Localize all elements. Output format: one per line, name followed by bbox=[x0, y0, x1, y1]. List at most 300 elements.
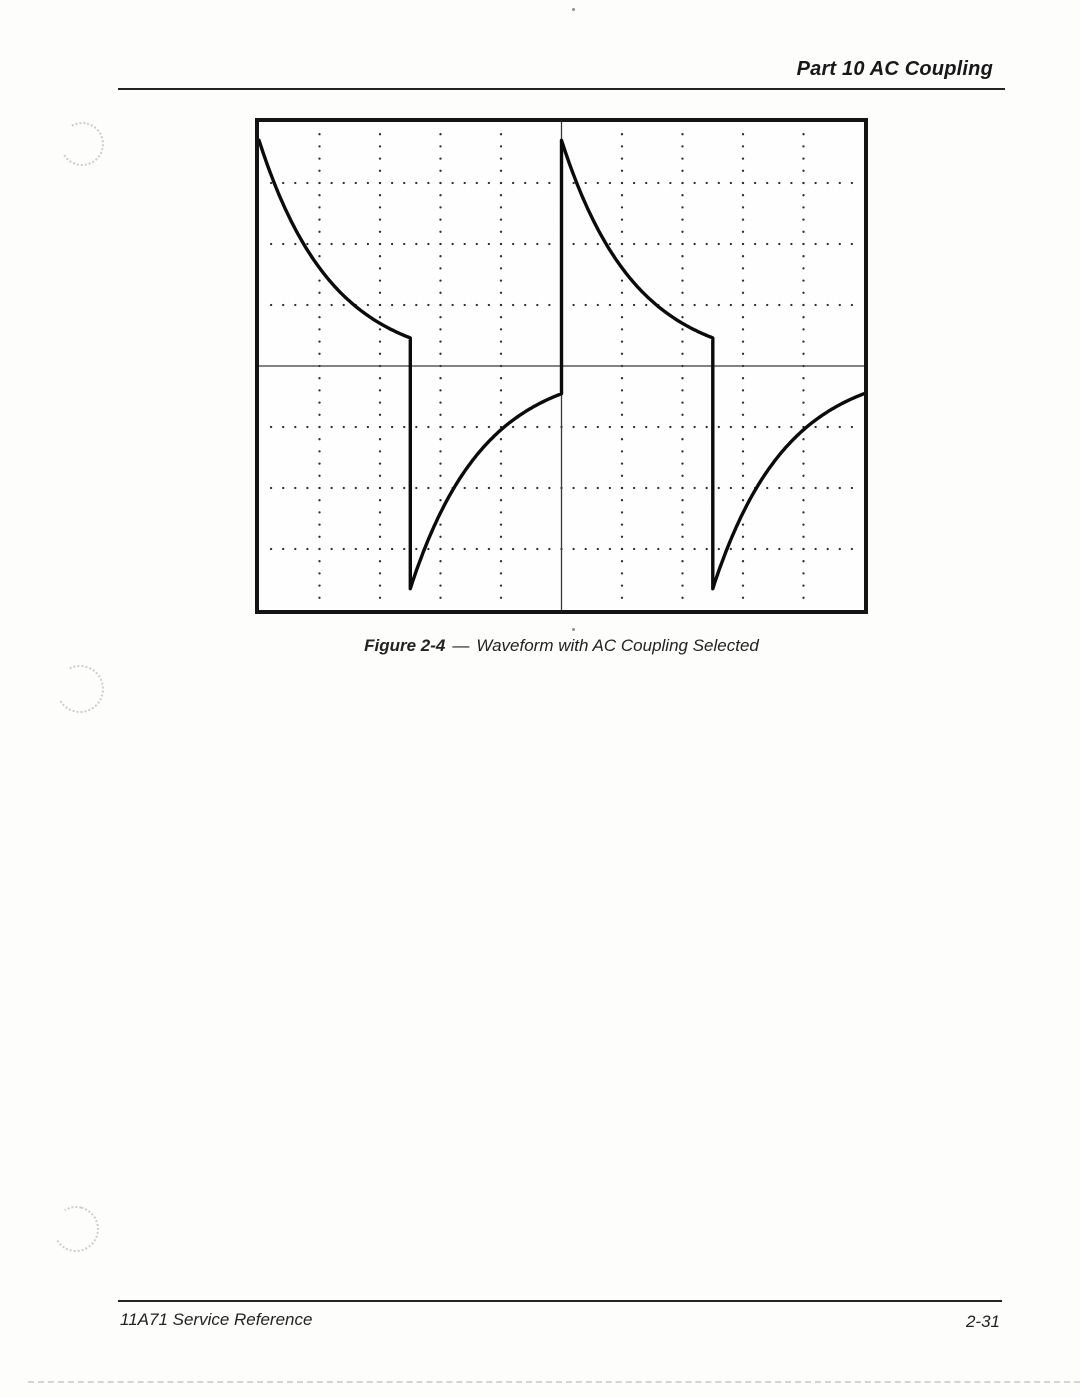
graticule-dot bbox=[742, 377, 744, 379]
graticule-dot bbox=[427, 304, 429, 306]
graticule-dot bbox=[839, 426, 841, 428]
graticule-dot bbox=[633, 243, 635, 245]
graticule-dot bbox=[621, 401, 623, 403]
graticule-dot bbox=[270, 243, 272, 245]
graticule-dot bbox=[500, 414, 502, 416]
graticule-dot bbox=[379, 450, 381, 452]
graticule-dot bbox=[439, 157, 441, 159]
graticule-dot bbox=[391, 548, 393, 550]
graticule-dot bbox=[439, 523, 441, 525]
graticule-dot bbox=[318, 182, 320, 184]
graticule-dot bbox=[802, 462, 804, 464]
graticule-dot bbox=[330, 304, 332, 306]
graticule-dot bbox=[318, 450, 320, 452]
graticule-dot bbox=[851, 426, 853, 428]
graticule-dot bbox=[802, 584, 804, 586]
graticule-dot bbox=[439, 414, 441, 416]
graticule-dot bbox=[379, 377, 381, 379]
graticule-dot bbox=[427, 243, 429, 245]
graticule-dot bbox=[512, 548, 514, 550]
footer-rule bbox=[118, 1300, 1002, 1302]
graticule-dot bbox=[318, 304, 320, 306]
graticule-dot bbox=[766, 487, 768, 489]
graticule-dot bbox=[318, 145, 320, 147]
graticule-dot bbox=[536, 304, 538, 306]
graticule-dot bbox=[367, 548, 369, 550]
graticule-dot bbox=[802, 536, 804, 538]
graticule-dot bbox=[524, 243, 526, 245]
graticule-dot bbox=[827, 548, 829, 550]
graticule-dot bbox=[330, 487, 332, 489]
graticule-dot bbox=[681, 487, 683, 489]
graticule-dot bbox=[657, 426, 659, 428]
graticule-dot bbox=[282, 182, 284, 184]
graticule-dot bbox=[500, 206, 502, 208]
graticule-dot bbox=[790, 548, 792, 550]
graticule-dot bbox=[500, 511, 502, 513]
graticule-dot bbox=[742, 316, 744, 318]
graticule-dot bbox=[754, 548, 756, 550]
graticule-dot bbox=[488, 487, 490, 489]
graticule-dot bbox=[415, 487, 417, 489]
graticule-dot bbox=[548, 548, 550, 550]
graticule-dot bbox=[802, 438, 804, 440]
graticule-dot bbox=[621, 462, 623, 464]
graticule-dot bbox=[379, 499, 381, 501]
graticule-dot bbox=[500, 572, 502, 574]
graticule-dot bbox=[742, 170, 744, 172]
graticule-dot bbox=[802, 597, 804, 599]
graticule-dot bbox=[500, 475, 502, 477]
graticule-dot bbox=[621, 584, 623, 586]
graticule-dot bbox=[742, 206, 744, 208]
graticule-dot bbox=[778, 243, 780, 245]
graticule-dot bbox=[681, 133, 683, 135]
graticule-dot bbox=[621, 499, 623, 501]
scan-speck bbox=[572, 628, 575, 631]
binder-hole-artifact bbox=[55, 117, 108, 170]
graticule-dot bbox=[802, 328, 804, 330]
graticule-dot bbox=[597, 304, 599, 306]
graticule-dot bbox=[379, 560, 381, 562]
graticule-dot bbox=[754, 182, 756, 184]
graticule-dot bbox=[379, 170, 381, 172]
graticule-dot bbox=[524, 548, 526, 550]
graticule-dot bbox=[681, 584, 683, 586]
graticule-dot bbox=[645, 548, 647, 550]
graticule-dot bbox=[439, 548, 441, 550]
graticule-dot bbox=[439, 426, 441, 428]
graticule-dot bbox=[270, 182, 272, 184]
graticule-dot bbox=[294, 487, 296, 489]
graticule-dot bbox=[318, 414, 320, 416]
graticule-dot bbox=[609, 487, 611, 489]
graticule-dot bbox=[572, 426, 574, 428]
graticule-dot bbox=[742, 450, 744, 452]
graticule-dot bbox=[814, 426, 816, 428]
graticule-dot bbox=[270, 304, 272, 306]
graticule-dot bbox=[681, 267, 683, 269]
graticule-dot bbox=[693, 304, 695, 306]
graticule-dot bbox=[403, 243, 405, 245]
graticule-dot bbox=[464, 243, 466, 245]
graticule-dot bbox=[827, 304, 829, 306]
graticule-dot bbox=[681, 255, 683, 257]
graticule-dot bbox=[476, 487, 478, 489]
graticule-dot bbox=[742, 292, 744, 294]
graticule-dot bbox=[439, 499, 441, 501]
graticule-dot bbox=[282, 548, 284, 550]
graticule-dot bbox=[500, 292, 502, 294]
graticule-dot bbox=[379, 145, 381, 147]
graticule-dot bbox=[367, 426, 369, 428]
graticule-dot bbox=[681, 523, 683, 525]
graticule-dot bbox=[355, 426, 357, 428]
graticule-dot bbox=[669, 304, 671, 306]
graticule-dot bbox=[379, 401, 381, 403]
graticule-dot bbox=[306, 304, 308, 306]
graticule-dot bbox=[681, 231, 683, 233]
graticule-dot bbox=[633, 426, 635, 428]
graticule-dot bbox=[488, 304, 490, 306]
graticule-dot bbox=[621, 548, 623, 550]
graticule-dot bbox=[464, 426, 466, 428]
graticule-dot bbox=[439, 206, 441, 208]
graticule-dot bbox=[439, 194, 441, 196]
graticule-dot bbox=[802, 548, 804, 550]
graticule-dot bbox=[572, 243, 574, 245]
graticule-dot bbox=[621, 523, 623, 525]
graticule-dot bbox=[621, 206, 623, 208]
graticule-dot bbox=[681, 292, 683, 294]
graticule-dot bbox=[379, 218, 381, 220]
graticule-dot bbox=[681, 475, 683, 477]
oscilloscope-figure bbox=[255, 118, 868, 614]
graticule-dot bbox=[802, 182, 804, 184]
graticule-dot bbox=[851, 304, 853, 306]
graticule-dot bbox=[742, 255, 744, 257]
graticule-dot bbox=[415, 426, 417, 428]
graticule-dot bbox=[355, 548, 357, 550]
graticule-dot bbox=[439, 133, 441, 135]
graticule-dot bbox=[802, 255, 804, 257]
graticule-dot bbox=[597, 487, 599, 489]
graticule-dot bbox=[742, 572, 744, 574]
graticule-dot bbox=[597, 243, 599, 245]
graticule-dot bbox=[306, 243, 308, 245]
graticule-dot bbox=[318, 511, 320, 513]
graticule-dot bbox=[609, 426, 611, 428]
graticule-dot bbox=[778, 548, 780, 550]
graticule-dot bbox=[754, 243, 756, 245]
graticule-dot bbox=[585, 243, 587, 245]
graticule-dot bbox=[802, 414, 804, 416]
graticule-dot bbox=[367, 182, 369, 184]
graticule-dot bbox=[681, 279, 683, 281]
graticule-dot bbox=[379, 414, 381, 416]
graticule-dot bbox=[681, 328, 683, 330]
graticule-dot bbox=[754, 304, 756, 306]
graticule-dot bbox=[500, 194, 502, 196]
graticule-dot bbox=[391, 487, 393, 489]
graticule-dot bbox=[439, 462, 441, 464]
graticule-dot bbox=[742, 438, 744, 440]
graticule-dot bbox=[379, 279, 381, 281]
graticule-dot bbox=[439, 475, 441, 477]
graticule-dot bbox=[657, 243, 659, 245]
graticule-dot bbox=[681, 316, 683, 318]
graticule-dot bbox=[524, 487, 526, 489]
graticule-dot bbox=[512, 182, 514, 184]
graticule-dot bbox=[318, 597, 320, 599]
graticule-dot bbox=[439, 584, 441, 586]
graticule-dot bbox=[572, 548, 574, 550]
binder-hole-artifact bbox=[48, 1201, 104, 1257]
graticule-dot bbox=[621, 328, 623, 330]
graticule-dot bbox=[645, 304, 647, 306]
graticule-dot bbox=[379, 511, 381, 513]
graticule-dot bbox=[742, 304, 744, 306]
graticule-dot bbox=[439, 304, 441, 306]
graticule-dot bbox=[681, 340, 683, 342]
graticule-dot bbox=[379, 304, 381, 306]
graticule-dot bbox=[403, 487, 405, 489]
graticule-dot bbox=[802, 316, 804, 318]
graticule-dot bbox=[379, 328, 381, 330]
graticule-dot bbox=[754, 426, 756, 428]
graticule-dot bbox=[379, 267, 381, 269]
graticule-dot bbox=[318, 523, 320, 525]
graticule-dot bbox=[609, 182, 611, 184]
binder-hole-artifact bbox=[51, 660, 109, 718]
graticule-dot bbox=[790, 182, 792, 184]
graticule-dot bbox=[802, 145, 804, 147]
graticule-dot bbox=[318, 340, 320, 342]
graticule-dot bbox=[318, 475, 320, 477]
graticule-dot bbox=[343, 426, 345, 428]
graticule-dot bbox=[439, 353, 441, 355]
graticule-dot bbox=[621, 304, 623, 306]
graticule-dot bbox=[802, 340, 804, 342]
graticule-dot bbox=[657, 548, 659, 550]
graticule-dot bbox=[597, 426, 599, 428]
graticule-dot bbox=[500, 255, 502, 257]
graticule-dot bbox=[742, 231, 744, 233]
graticule-dot bbox=[548, 182, 550, 184]
graticule-dot bbox=[318, 584, 320, 586]
graticule-dot bbox=[802, 206, 804, 208]
page-header-title: Part 10 AC Coupling bbox=[796, 58, 993, 80]
graticule-dot bbox=[306, 426, 308, 428]
graticule-dot bbox=[548, 487, 550, 489]
graticule-dot bbox=[488, 426, 490, 428]
graticule-dot bbox=[379, 243, 381, 245]
graticule-dot bbox=[778, 304, 780, 306]
graticule-dot bbox=[343, 548, 345, 550]
graticule-dot bbox=[839, 548, 841, 550]
graticule-dot bbox=[645, 182, 647, 184]
graticule-dot bbox=[379, 548, 381, 550]
graticule-dot bbox=[742, 353, 744, 355]
graticule-dot bbox=[669, 426, 671, 428]
graticule-dot bbox=[621, 194, 623, 196]
graticule-dot bbox=[415, 243, 417, 245]
graticule-dot bbox=[693, 548, 695, 550]
graticule-dot bbox=[621, 157, 623, 159]
graticule-dot bbox=[621, 182, 623, 184]
graticule-dot bbox=[415, 304, 417, 306]
graticule-dot bbox=[621, 597, 623, 599]
graticule-dot bbox=[318, 218, 320, 220]
graticule-dot bbox=[742, 584, 744, 586]
graticule-dot bbox=[839, 182, 841, 184]
graticule-dot bbox=[318, 316, 320, 318]
graticule-dot bbox=[439, 487, 441, 489]
graticule-dot bbox=[306, 182, 308, 184]
graticule-dot bbox=[802, 377, 804, 379]
graticule-dot bbox=[524, 426, 526, 428]
graticule-dot bbox=[742, 389, 744, 391]
graticule-dot bbox=[621, 450, 623, 452]
graticule-dot bbox=[282, 426, 284, 428]
graticule-dot bbox=[839, 304, 841, 306]
graticule-dot bbox=[621, 279, 623, 281]
graticule-dot bbox=[693, 426, 695, 428]
graticule-dot bbox=[742, 218, 744, 220]
graticule-dot bbox=[379, 597, 381, 599]
graticule-dot bbox=[318, 353, 320, 355]
graticule-dot bbox=[778, 487, 780, 489]
graticule-dot bbox=[464, 304, 466, 306]
graticule-dot bbox=[318, 292, 320, 294]
graticule-dot bbox=[500, 499, 502, 501]
graticule-dot bbox=[500, 316, 502, 318]
graticule-dot bbox=[512, 304, 514, 306]
graticule-dot bbox=[500, 597, 502, 599]
graticule-dot bbox=[427, 426, 429, 428]
graticule-dot bbox=[379, 157, 381, 159]
graticule-dot bbox=[718, 487, 720, 489]
graticule-dot bbox=[464, 182, 466, 184]
graticule-dot bbox=[621, 170, 623, 172]
graticule-dot bbox=[379, 292, 381, 294]
graticule-dot bbox=[270, 548, 272, 550]
figure-caption-number: Figure 2-4 bbox=[364, 636, 446, 655]
graticule-dot bbox=[742, 487, 744, 489]
graticule-dot bbox=[536, 426, 538, 428]
graticule-dot bbox=[500, 157, 502, 159]
graticule-dot bbox=[621, 316, 623, 318]
graticule-dot bbox=[500, 487, 502, 489]
graticule-dot bbox=[439, 243, 441, 245]
graticule-dot bbox=[439, 597, 441, 599]
graticule-dot bbox=[318, 389, 320, 391]
graticule-dot bbox=[330, 548, 332, 550]
graticule-dot bbox=[681, 438, 683, 440]
graticule-dot bbox=[706, 243, 708, 245]
graticule-dot bbox=[318, 426, 320, 428]
graticule-dot bbox=[548, 426, 550, 428]
graticule-dot bbox=[427, 487, 429, 489]
header-rule bbox=[118, 88, 1005, 90]
graticule-dot bbox=[451, 426, 453, 428]
graticule-dot bbox=[681, 401, 683, 403]
graticule-dot bbox=[451, 304, 453, 306]
graticule-dot bbox=[778, 426, 780, 428]
graticule-dot bbox=[706, 304, 708, 306]
graticule-dot bbox=[802, 523, 804, 525]
graticule-dot bbox=[633, 182, 635, 184]
graticule-dot bbox=[379, 426, 381, 428]
graticule-dot bbox=[318, 170, 320, 172]
graticule-dot bbox=[633, 548, 635, 550]
graticule-dot bbox=[367, 487, 369, 489]
graticule-dot bbox=[742, 279, 744, 281]
figure-caption bbox=[255, 636, 868, 656]
graticule-dot bbox=[451, 182, 453, 184]
graticule-dot bbox=[330, 243, 332, 245]
graticule-dot bbox=[814, 487, 816, 489]
graticule-dot bbox=[742, 475, 744, 477]
graticule-dot bbox=[318, 231, 320, 233]
graticule-dot bbox=[814, 304, 816, 306]
graticule-dot bbox=[282, 304, 284, 306]
graticule-dot bbox=[500, 401, 502, 403]
graticule-dot bbox=[609, 548, 611, 550]
graticule-dot bbox=[282, 243, 284, 245]
graticule-dot bbox=[500, 523, 502, 525]
graticule-dot bbox=[802, 279, 804, 281]
graticule-dot bbox=[851, 548, 853, 550]
graticule-dot bbox=[500, 267, 502, 269]
graticule-dot bbox=[318, 157, 320, 159]
graticule-dot bbox=[500, 279, 502, 281]
graticule-dot bbox=[318, 401, 320, 403]
graticule-dot bbox=[355, 243, 357, 245]
graticule-dot bbox=[439, 389, 441, 391]
graticule-dot bbox=[500, 243, 502, 245]
graticule-dot bbox=[367, 304, 369, 306]
graticule-dot bbox=[439, 170, 441, 172]
graticule-dot bbox=[669, 487, 671, 489]
graticule-dot bbox=[839, 487, 841, 489]
graticule-dot bbox=[500, 340, 502, 342]
graticule-dot bbox=[500, 133, 502, 135]
graticule-dot bbox=[802, 292, 804, 294]
graticule-dot bbox=[379, 462, 381, 464]
graticule-dot bbox=[790, 304, 792, 306]
graticule-dot bbox=[669, 548, 671, 550]
graticule-dot bbox=[318, 536, 320, 538]
graticule-dot bbox=[718, 182, 720, 184]
graticule-dot bbox=[742, 267, 744, 269]
graticule-dot bbox=[621, 133, 623, 135]
graticule-dot bbox=[693, 243, 695, 245]
graticule-dot bbox=[306, 487, 308, 489]
graticule-dot bbox=[742, 340, 744, 342]
graticule-dot bbox=[633, 487, 635, 489]
graticule-dot bbox=[427, 548, 429, 550]
graticule-dot bbox=[318, 194, 320, 196]
graticule-dot bbox=[706, 487, 708, 489]
graticule-dot bbox=[282, 487, 284, 489]
graticule-dot bbox=[621, 475, 623, 477]
graticule-dot bbox=[476, 243, 478, 245]
graticule-dot bbox=[706, 426, 708, 428]
graticule-dot bbox=[476, 548, 478, 550]
graticule-dot bbox=[839, 243, 841, 245]
graticule-dot bbox=[742, 499, 744, 501]
